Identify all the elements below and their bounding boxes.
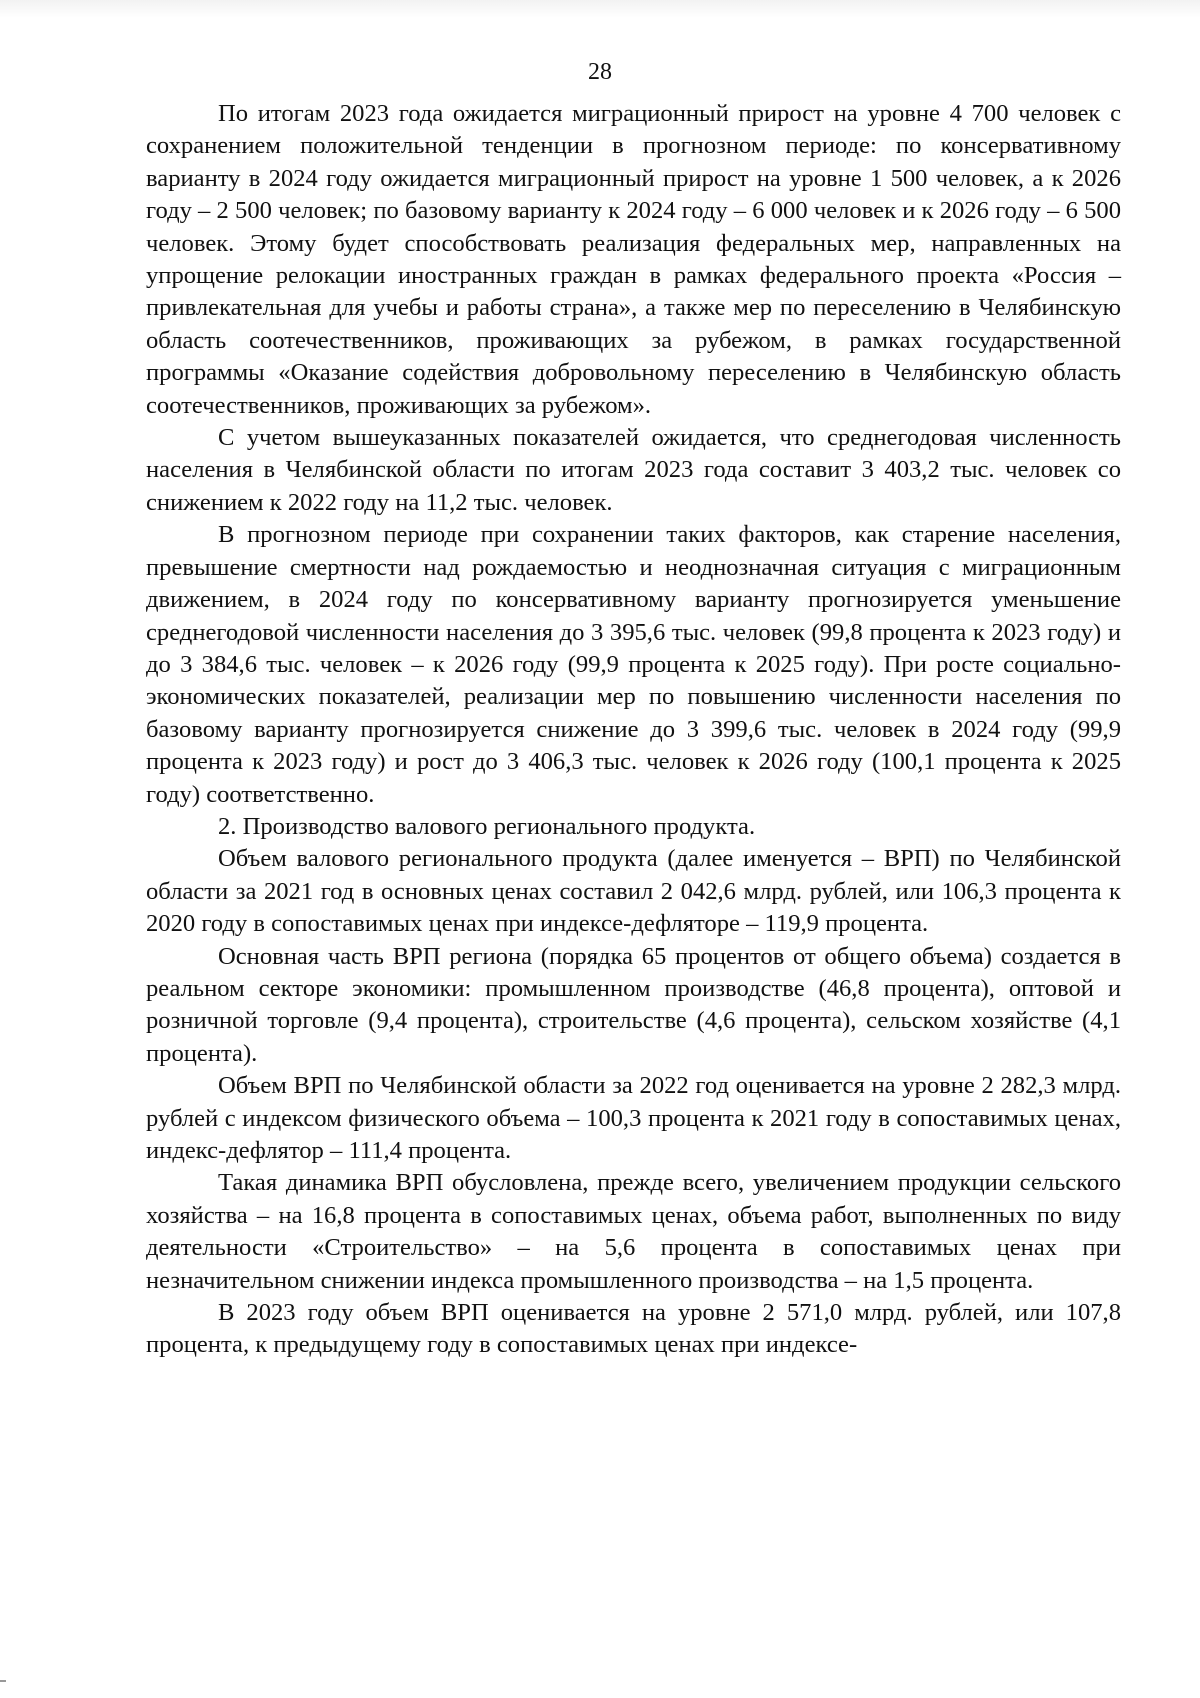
paragraph-population-2023: С учетом вышеуказанных показателей ожидается, что среднегодовая численность населения в Челябинской области по итогам 2023 года составит 3 403,2 тыс. человек со снижением к 2022 году на 11,2 тыс. человек.	[146, 424, 1121, 516]
page-number: 28	[588, 59, 612, 85]
paragraph-grp-2022: Объем ВРП по Челябинской области за 2022 год оценивается на уровне 2 282,3 млрд. рублей с индексом физического объема – 100,3 процента к 2021 году в сопоставимых ценах, индекс-дефлятор – 111,4 процента.	[146, 1072, 1121, 1164]
paragraph-grp-dynamics: Такая динамика ВРП обусловлена, прежде всего, увеличением продукции сельского хозяйства – на 16,8 процента в сопоставимых ценах, объема работ, выполненных по виду деятельности «Строительство» – на 5,6 процента в сопоставимых ценах при незначительном снижении индекса промышленного производства – на 1,5 процента.	[146, 1169, 1121, 1294]
paragraph-migration: По итогам 2023 года ожидается миграционный прирост на уровне 4 700 человек с сохранением положительной тенденции в прогнозном периоде: по консервативному варианту в 2024 году ожидается миграционный прирост на уровне 1 500 человек, а к 2026 году – 2 500 человек; по базовому варианту к 2024 году – 6 000 человек и к 2026 году – 6 500 человек. Этому будет способствовать реализация федеральных мер, направленных на упрощение релокации иностранных граждан в рамках федерального проекта «Россия – привлекательная для учебы и работы страна», а также мер по переселению в Челябинскую область соотечественников, проживающих за рубежом, в рамках государственной программы «Оказание содействия добровольному переселению в Челябинскую область соотечественников, проживающих за рубежом».	[146, 100, 1121, 419]
paragraph-grp-2021: Объем валового регионального продукта (далее именуется – ВРП) по Челябинской области за 2021 год в основных ценах составил 2 042,6 млрд. рублей, или 106,3 процента к 2020 году в сопоставимых ценах при индексе-дефляторе – 119,9 процента.	[146, 845, 1121, 938]
scan-edge-mark	[0, 1680, 6, 1682]
document-body	[146, 98, 1121, 1362]
scan-top-shadow	[0, 0, 1200, 18]
paragraph-grp-2023: В 2023 году объем ВРП оценивается на уровне 2 571,0 млрд. рублей, или 107,8 процента, к предыдущему году в сопоставимых ценах при индексе-	[146, 1299, 1121, 1359]
paragraph-grp-structure: Основная часть ВРП региона (порядка 65 процентов от общего объема) создается в реальном секторе экономики: промышленном производстве (46,8 процента), оптовой и розничной торговле (9,4 процента), строительстве (4,6 процента), сельском хозяйстве (4,1 процента).	[146, 942, 1121, 1067]
paragraph-population-forecast: В прогнозном периоде при сохранении таких факторов, как старение населения, превышение смертности над рождаемостью и неоднозначная ситуация с миграционным движением, в 2024 году по консервативному варианту прогнозируется уменьшение среднегодовой численности населения до 3 395,6 тыс. человек (99,8 процента к 2023 году) и до 3 384,6 тыс. человек – к 2026 году (99,9 процента к 2025 году). При росте социально-экономических показателей, реализации мер по повышению численности населения по базовому варианту прогнозируется снижение до 3 399,6 тыс. человек в 2024 году (99,9 процента к 2023 году) и рост до 3 406,3 тыс. человек к 2026 году (100,1 процента к 2025 году) соответственно.	[146, 521, 1121, 808]
section-heading-grp: 2. Производство валового регионального продукта.	[218, 812, 756, 840]
